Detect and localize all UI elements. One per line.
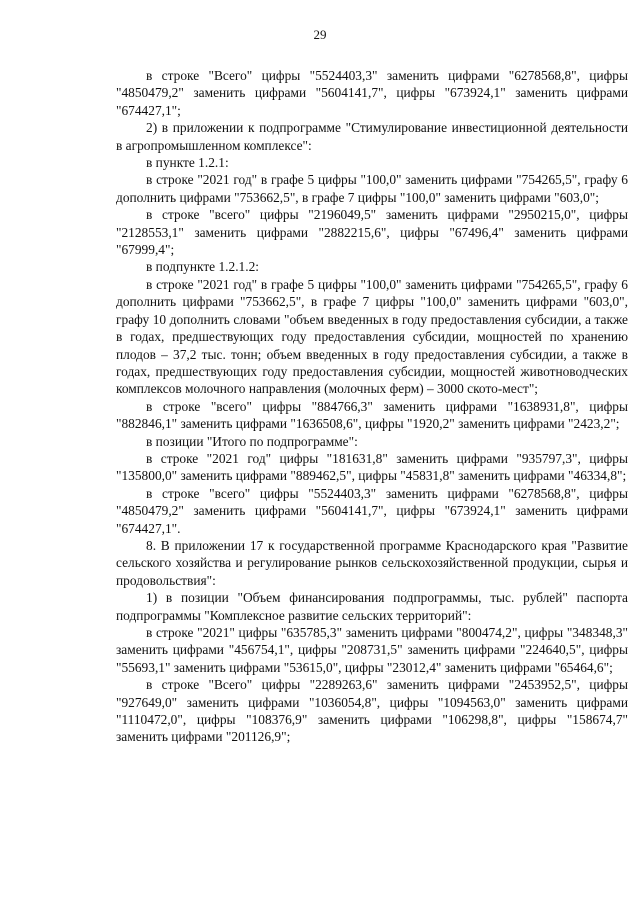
paragraph: 8. В приложении 17 к государственной программе Краснодарского края "Развитие сельского хозяйства и регулирование рынков сельскохозяйственной продукции, сырья и продовольствия": [116, 537, 628, 588]
paragraph: в строке "всего" цифры "5524403,3" заменить цифрами "6278568,8", цифры "4850479,2" заменить цифрами "5604141,7", цифры "673924,1" заменить цифрами "674427,1". [116, 485, 628, 536]
paragraph: в строке "2021 год" цифры "181631,8" заменить цифрами "935797,3", цифры "135800,0" заменить цифрами "889462,5", цифры "45831,8" заменить цифрами "46334,8"; [116, 450, 628, 484]
document-body [116, 67, 628, 746]
paragraph: в строке "2021" цифры "635785,3" заменить цифрами "800474,2", цифры "348348,3" заменить цифрами "456754,1", цифры "208731,5" заменить цифрами "224640,5", цифры "55693,1" заменить цифрами "53615,0", цифры "23012,4" заменить цифрами "65464,6"; [116, 625, 628, 675]
paragraph: в строке "всего" цифры "2196049,5" заменить цифрами "2950215,0", цифры "2128553,1" заменить цифрами "2882215,6", цифры "67496,4" заменить цифрами "67999,4"; [116, 207, 628, 258]
page-number: 29 [313, 27, 327, 42]
paragraph: в подпункте 1.2.1.2: [146, 259, 260, 275]
paragraph: в строке "2021 год" в графе 5 цифры "100,0" заменить цифрами "754265,5", графу 6 дополнить цифрами "753662,5", в графе 7 цифры "100,0" заменить цифрами "603,0"; [116, 172, 628, 205]
paragraph: в строке "Всего" цифры "5524403,3" заменить цифрами "6278568,8", цифры "4850479,2" заменить цифрами "5604141,7", цифры "673924,1" заменить цифрами "674427,1"; [116, 68, 628, 118]
paragraph: 2) в приложении к подпрограмме "Стимулирование инвестиционной деятельности в агропромышленном комплексе": [116, 120, 628, 153]
paragraph: в строке "2021 год" в графе 5 цифры "100,0" заменить цифрами "754265,5", графу 6 дополнить цифрами "753662,5", в графе 7 цифры "100,0" заменить цифрами "603,0", графу 10 дополнить словами "объем введенных в году предоставления субсидии, а также в годах, предшествующих году предоставления субсидии, мощностей по хранению плодов – 37,2 тыс. тонн; объем введенных в году предоставления субсидии, а также в годах, предшествующих году предоставления субсидии, мощностей животноводческих комплексов молочного направления (молочных ферм) – 3000 ското-мест"; [116, 276, 628, 397]
paragraph: в позиции "Итого по подпрограмме": [146, 433, 358, 449]
paragraph: в строке "всего" цифры "884766,3" заменить цифрами "1638931,8", цифры "882846,1" заменить цифрами "1636508,6", цифры "1920,2" заменить цифрами "2423,2"; [116, 398, 628, 432]
paragraph: в пункте 1.2.1: [146, 155, 229, 171]
paragraph: 1) в позиции "Объем финансирования подпрограммы, тыс. рублей" паспорта подпрограммы "Комплексное развитие сельских территорий": [116, 590, 628, 623]
paragraph: в строке "Всего" цифры "2289263,6" заменить цифрами "2453952,5", цифры "927649,0" заменить цифрами "1036054,8", цифры "1094563,0" заменить цифрами "1110472,0", цифры "108376,9" заменить цифрами "106298,8", цифры "158674,7" заменить цифрами "201126,9"; [116, 677, 628, 745]
